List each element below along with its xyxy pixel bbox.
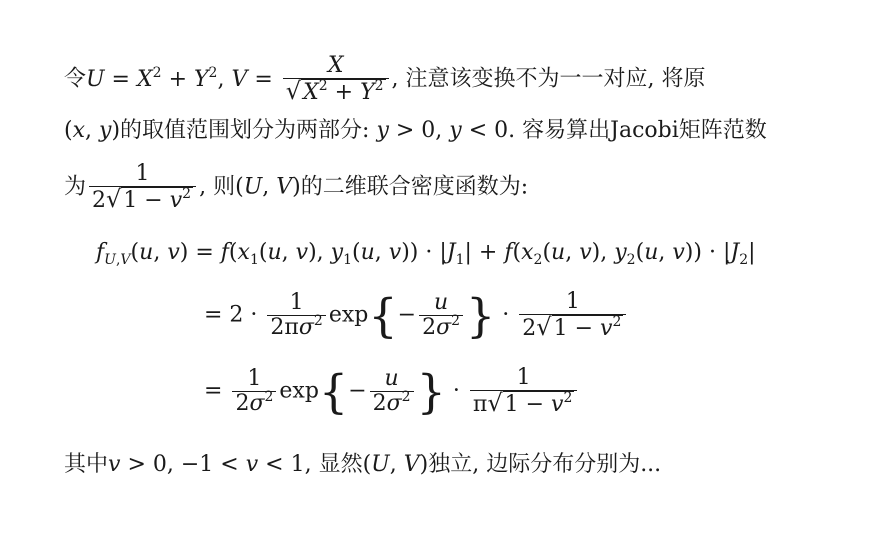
fraction: $\frac{u}{2\sigma^2}$ — [419, 291, 463, 340]
paragraph-line-4 — [64, 450, 661, 480]
fraction: $\frac{1}{2\pi\sigma^2}$ — [267, 291, 325, 340]
fraction: $\frac{1}{2√1 - v^2}$ — [519, 290, 626, 341]
text-prefix: 其中 — [64, 452, 109, 477]
text-rest: , 注意该变换不为一一对应, 将原 — [391, 66, 706, 92]
fraction: $\frac{X}{√X^2 + Y^2}$ — [283, 54, 389, 105]
paragraph-line-2 — [64, 116, 767, 146]
exp-label: exp — [279, 378, 319, 404]
equation-line-2: = 2 · $\frac{1}{2\pi\sigma^2}$ exp{− $\frac{u}{2\sigma^2}$ } · $\frac{1}{2√1 - v^2}$ — [204, 290, 629, 341]
text-prefix: 为 — [64, 174, 87, 200]
equation-line-3: = $\frac{1}{2\sigma^2}$ exp{− $\frac{u}{2\sigma^2}$ } · $\frac{1}{\pi√1 - v^2}$ — [204, 366, 580, 417]
exp-label: exp — [328, 302, 369, 328]
math-inline: y > 0, y < 0 — [376, 118, 509, 143]
paragraph-line-1 — [64, 54, 706, 105]
fraction: $\frac{1}{2√1 - v^2}$ — [89, 162, 196, 213]
math-inline: v > 0, −1 < v < 1 — [108, 452, 305, 477]
math-inline: (U, V) — [362, 452, 429, 477]
fraction: $\frac{1}{\pi√1 - v^2}$ — [470, 366, 578, 417]
fraction: $\frac{u}{2\sigma^2}$ — [370, 367, 414, 416]
text-b: 的二维联合密度函数为: — [300, 174, 529, 200]
text-prefix: 令 — [64, 66, 87, 92]
fraction: $\frac{1}{2\sigma^2}$ — [232, 367, 276, 416]
paragraph-line-3 — [64, 162, 528, 213]
text-a: 的取值范围划分为两部分: — [120, 118, 377, 143]
text-b: 独立, 边际分布分别为... — [428, 452, 662, 477]
math-inline: $U = X^2 + Y^2$, V = $\frac{X}{√X^2 + Y^2}$ — [86, 67, 392, 92]
equation-line-1: $f_{U,V}(u$, $v) = f(x_1(u$, v), $y_1(u$, $v)) \cdot |J_1| + f(x_2(u$, v), $y_2(u$, $v)) \cdot |J_2|$ — [96, 240, 756, 268]
text-a: , 则 — [199, 174, 236, 200]
text-a: , 显然 — [304, 452, 363, 477]
math-inline: (U, V) — [235, 174, 301, 200]
math-inline: (x, y) — [64, 118, 121, 143]
text-b: . 容易算出Jacobi矩阵范数 — [508, 118, 767, 143]
